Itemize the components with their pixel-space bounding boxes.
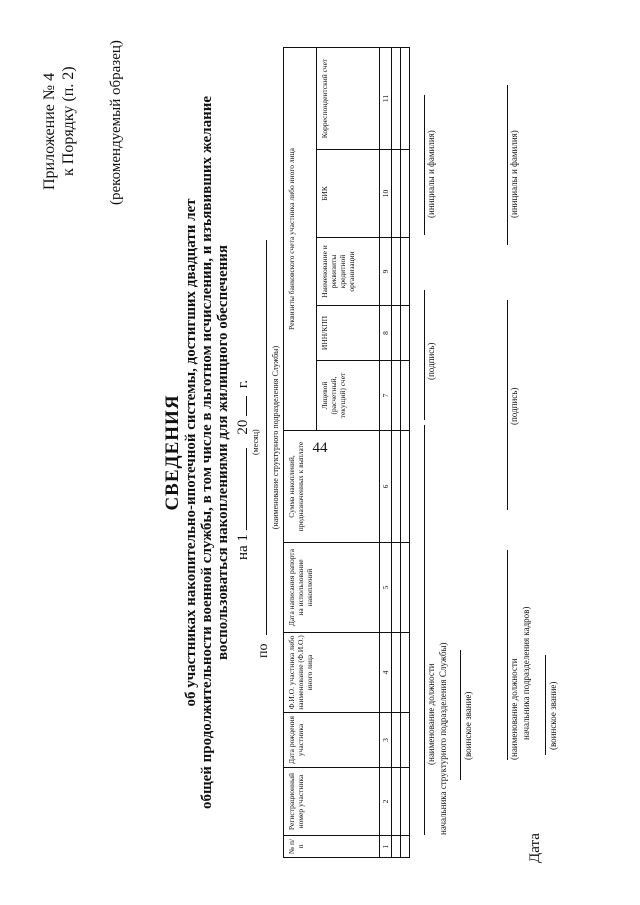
header-bank-details: Реквизиты банковского счета участника либо иного лица (284, 48, 317, 431)
year-suffix: г. (235, 379, 251, 389)
rank-caption: (воинское звание) (463, 691, 473, 760)
service-caption: (наименование структурного подразделения Службы) (271, 345, 280, 530)
position-caption: (наименование должности (509, 658, 519, 760)
name-line (507, 85, 508, 245)
title-line-2: об участниках накопительно-ипотечной системы, достигших двадцати лет (183, 198, 199, 707)
column-number-row (380, 48, 392, 858)
year-blank (232, 396, 247, 416)
table-row (392, 48, 401, 858)
position-caption-2: начальника подразделения кадров) (521, 606, 531, 740)
col-num: 7 (380, 361, 392, 431)
document-title: СВЕДЕНИЯ (162, 394, 183, 511)
col-num: 2 (380, 768, 392, 836)
signature-line (507, 300, 508, 510)
year-prefix: 20 (235, 419, 251, 435)
subheader-bank-name: Наименование и реквизиты кредитной организации (317, 238, 380, 306)
col-num: 1 (380, 836, 392, 858)
service-name-blank (266, 240, 267, 635)
col-num: 11 (380, 48, 392, 150)
header-report-date: Дата написания рапорта на использование накоплений (284, 543, 380, 633)
header-reg-number: Регистрационный номер участника (284, 768, 380, 836)
participants-table (283, 47, 410, 858)
col-num: 9 (380, 238, 392, 306)
appendix-reference: к Порядку (п. 2) (60, 66, 77, 176)
position-caption-2: начальника структурного подразделения Службы) (438, 642, 448, 835)
name-line (424, 95, 425, 235)
subheader-inn-kpp: ИНН/КПП (317, 306, 380, 361)
col-num: 3 (380, 713, 392, 768)
month-caption: (месяц) (251, 429, 260, 455)
sample-label: (рекомендуемый образец) (108, 40, 124, 205)
col-num: 8 (380, 306, 392, 361)
position-caption: (наименование должности (426, 663, 436, 765)
header-birth-date: Дата рождения участника (284, 713, 380, 768)
subheader-account: Лицевой (расчетный, текущий) счет (317, 361, 380, 431)
position-line (424, 425, 425, 835)
service-prefix: по (256, 643, 271, 658)
col-num: 10 (380, 150, 392, 238)
month-blank (232, 448, 247, 530)
date-prefix: на 1 (235, 534, 251, 560)
title-line-3: общей продолжительности военной службы, в том числе в льготном исчислении, и изъявивших желание (199, 95, 215, 810)
col-num: 5 (380, 543, 392, 633)
col-num: 4 (380, 633, 392, 713)
table-row (401, 48, 410, 858)
report-date-line (232, 380, 252, 560)
name-caption: (инициалы и фамилия) (426, 130, 436, 218)
position-line (507, 550, 508, 760)
appendix-number: Приложение № 4 (41, 72, 58, 190)
header-savings-sum: Сумма накоплений, предназначенных к выплате (284, 431, 380, 543)
signature-line (424, 290, 425, 420)
signature-caption: (подпись) (509, 387, 519, 425)
rank-caption: (воинское звание) (548, 681, 558, 750)
col-num: 6 (380, 431, 392, 543)
appendix-heading (40, 66, 78, 190)
title-line-4: воспользоваться накоплениями для жилищного обеспечения (215, 244, 231, 661)
table-header-row (284, 48, 317, 858)
subheader-corr-account: Корреспондентский счет (317, 48, 380, 150)
header-full-name: Ф.И.О. участника либо наименование (Ф.И.О.) иного лица (284, 633, 380, 713)
date-label: Дата (527, 833, 543, 863)
rank-line (545, 655, 546, 755)
header-index: № п/п (284, 836, 380, 858)
rank-line (460, 650, 461, 780)
page-number: 44 (312, 440, 328, 456)
signature-caption: (подпись) (426, 342, 436, 380)
name-caption: (инициалы и фамилия) (509, 130, 519, 218)
subheader-bik: БИК (317, 150, 380, 238)
